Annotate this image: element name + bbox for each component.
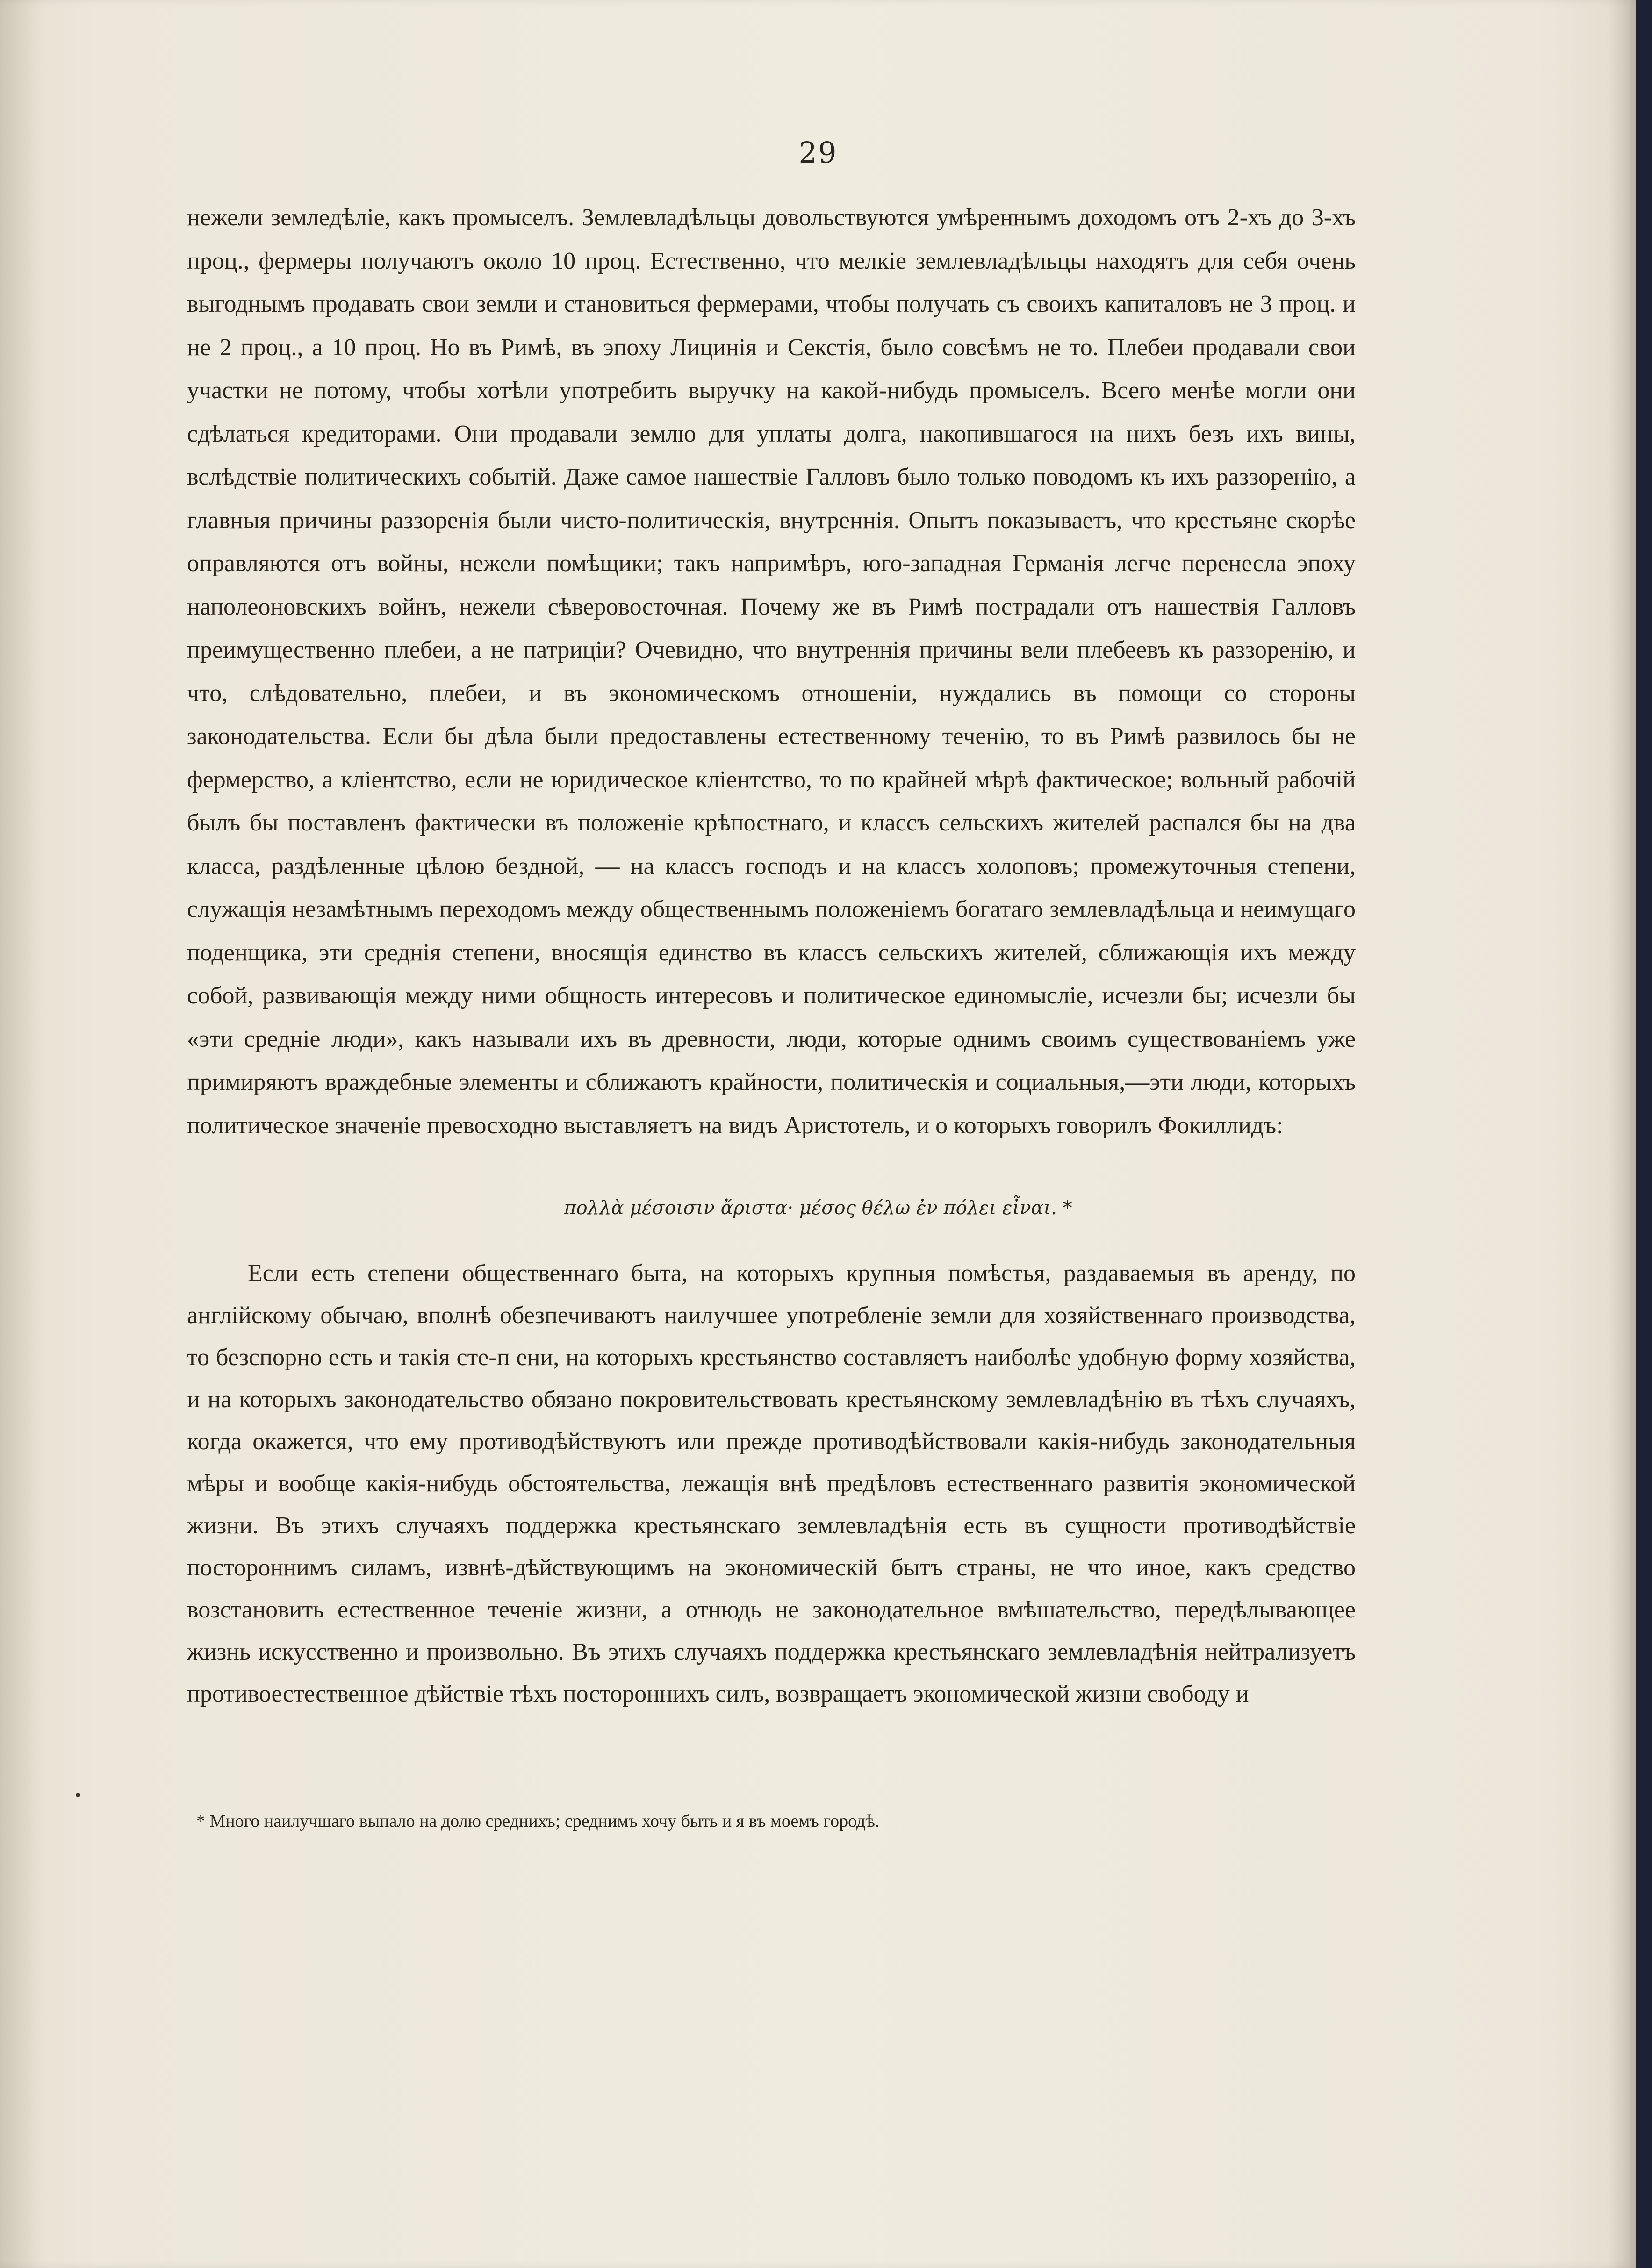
binding-gutter-shadow (0, 0, 42, 2268)
second-text-block (187, 1252, 1356, 1715)
footnote: * Много наилучшаго выпало на долю среднихъ; среднимъ хочу быть и я въ моемъ городѣ. (196, 1811, 880, 1831)
page-number: 29 (798, 136, 838, 170)
paragraph-1: нежели земледѣлiе, какъ промыселъ. Землевладѣльцы довольствуются умѣреннымъ доходомъ отъ 2-хъ до 3-хъ проц., фермеры получаютъ около 10 проц. Естественно, что мелкiе землевладѣльцы находятъ для себя очень выгоднымъ продавать свои земли и становиться фермерами, чтобы получать съ своихъ капиталовъ не 3 проц. и не 2 проц., а 10 проц. Но въ Римѣ, въ эпоху Лицинiя и Секстiя, было совсѣмъ не то. Плебеи продавали свои участки не потому, чтобы хотѣли употребить выручку на какой-нибудь промыселъ. Всего менѣе могли они сдѣлаться кредиторами. Они продавали землю для уплаты долга, накопившагося на нихъ безъ ихъ вины, вслѣдствiе политическихъ событiй. Даже самое нашествiе Галловъ было только поводомъ къ ихъ раззоренiю, а главныя причины раззоренiя были чисто-политическiя, внутреннiя. Опытъ показываетъ, что крестьяне скорѣе оправляются отъ войны, нежели помѣщики; такъ напримѣръ, юго-западная Германiя легче перенесла эпоху наполеоновскихъ войнъ, нежели сѣверовосточная. Почему же въ Римѣ пострадали отъ нашествiя Галловъ преимущественно плебеи, а не патрицiи? Очевидно, что внутреннiя причины вели плебеевъ къ раззоренiю, и что, слѣдовательно, плебеи, и въ экономическомъ отношенiи, нуждались въ помощи со стороны законодательства. Если бы дѣла были предоставлены естественному теченiю, то въ Римѣ развилось бы не фермерство, а клiентство, если не юридическое клiентство, то по крайней мѣрѣ фактическое; вольный рабочiй былъ бы поставленъ фактически въ положенiе крѣпостнаго, и классъ сельскихъ жителей распался бы на два класса, раздѣленные цѣлою бездной, — на классъ господъ и на классъ холоповъ; промежуточныя степени, служащiя незамѣтнымъ переходомъ между общественнымъ положенiемъ богатаго землевладѣльца и неимущаго поденщика, эти среднiя степени, вносящiя единство въ классъ сельскихъ жителей, сближающiя ихъ между собой, развивающiя между ними общность интересовъ и политическое единомыслiе, исчезли бы; исчезли бы «эти среднiе люди», какъ называли ихъ въ древности, люди, которые однимъ своимъ существованiемъ уже примиряютъ враждебные элементы и сближаютъ крайности, политическiя и социальныя,—эти люди, которыхъ политическое значенiе превосходно выставляетъ на видъ Аристотель, и о которыхъ говорилъ Фокиллидъ: (187, 204, 1356, 1139)
paragraph-2: Если есть степени общественнаго быта, на которыхъ крупныя помѣстья, раздаваемыя въ аренду, по англiйскому обычаю, вполнѣ обезпечиваютъ наилучшее употребленiе земли для хозяйственнаго производства, то безспорно есть и такiя сте-п ени, на которыхъ крестьянство составляетъ наиболѣе удобную форму хозяйства, и на которыхъ законодательство обязано покровительствовать крестьянскому землевладѣнiю въ тѣхъ случаяхъ, когда окажется, что ему противодѣйствуютъ или прежде противодѣйствовали какiя-нибудь законодательныя мѣры и вообще какiя-нибудь обстоятельства, лежащiя внѣ предѣловъ естественнаго развитiя экономической жизни. Въ этихъ случаяхъ поддержка крестьянскаго землевладѣнiя есть въ сущности противодѣйствiе постороннимъ силамъ, извнѣ-дѣйствующимъ на экономическiй бытъ страны, не что иное, какъ средство возстановить естественное теченiе жизни, а отнюдь не законодательное вмѣшательство, передѣлывающее жизнь искусственно и произвольно. Въ этихъ случаяхъ поддержка крестьянскаго землевладѣнiя нейтрализуетъ противоестественное дѣйствiе тѣхъ постороннихъ силъ, возвращаетъ экономической жизни свободу и (187, 1260, 1356, 1707)
greek-quotation: πολλὰ μέσοισιν ἄριστα· μέσος θέλω ἐν πόλει εἶναι. * (564, 1197, 1072, 1219)
ink-speck (76, 1793, 80, 1797)
main-text-block (187, 196, 1356, 1147)
